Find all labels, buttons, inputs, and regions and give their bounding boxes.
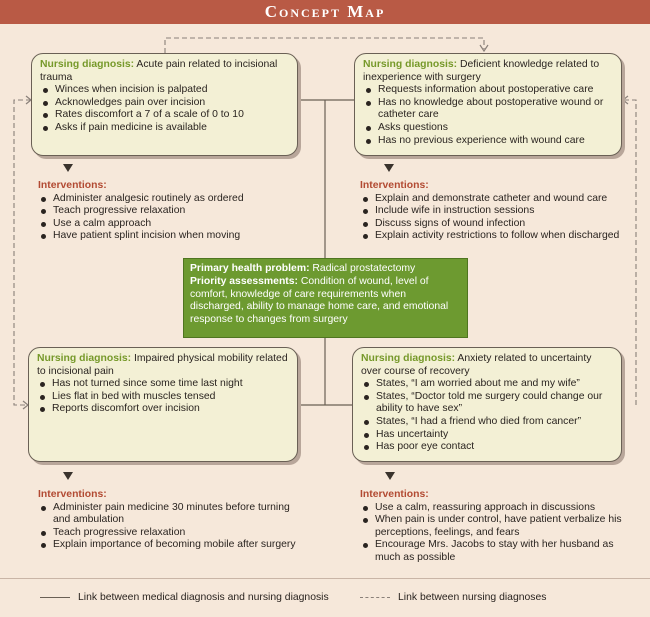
list-item: Has poor eye contact <box>361 441 613 454</box>
list-item: States, “Doctor told me surgery could change our ability to have sex” <box>361 391 613 416</box>
dashed-link-right <box>624 100 636 405</box>
list-item: Rates discomfort a 7 of a scale of 0 to 10 <box>40 109 289 122</box>
page-title: Concept Map <box>0 0 650 24</box>
list-item: Administer pain medicine 30 minutes before turning and ambulation <box>38 502 303 527</box>
interventions-deficient-knowledge: Interventions: Explain and demonstrate catheter and wound care Include wife in instruction sessions Discuss signs of wound infection Explain activity restrictions to follow when discharged <box>360 180 648 243</box>
list-item: States, “I had a friend who died from cancer” <box>361 416 613 429</box>
legend-solid: Link between medical diagnosis and nursing diagnosis <box>40 592 329 603</box>
list-item: Include wife in instruction sessions <box>360 205 648 218</box>
list-item: Has not turned since some time last night <box>37 378 289 391</box>
dashed-link-top <box>165 38 484 53</box>
list-item: Have patient splint incision when moving <box>38 230 303 243</box>
list-item: Has no previous experience with wound care <box>363 135 613 148</box>
list-item: Lies flat in bed with muscles tensed <box>37 391 289 404</box>
solid-line-icon <box>40 597 70 598</box>
down-arrow-icon <box>384 164 394 172</box>
list-item: Administer analgesic routinely as ordered <box>38 193 303 206</box>
list-item: Reports discomfort over incision <box>37 403 289 416</box>
list-item: Acknowledges pain over incision <box>40 97 289 110</box>
list-item: Teach progressive relaxation <box>38 527 303 540</box>
interventions-impaired-mobility: Interventions: Administer pain medicine 30 minutes before turning and ambulation Teach progressive relaxation Explain importance of becoming mobile after surgery <box>38 489 303 552</box>
list-item: Has uncertainty <box>361 429 613 442</box>
legend-dashed: Link between nursing diagnoses <box>360 592 546 603</box>
list-item: Asks questions <box>363 122 613 135</box>
list-item: When pain is under control, have patient verbalize his perceptions, feelings, and fears <box>360 514 640 539</box>
interventions-anxiety: Interventions: Use a calm, reassuring approach in discussions When pain is under control, have patient verbalize his perceptions, feelings, and fears Encourage Mrs. Jacobs to stay with her husband as much as possible <box>360 489 640 565</box>
list-item: Has no knowledge about postoperative wound or catheter care <box>363 97 613 122</box>
list-item: Explain and demonstrate catheter and wound care <box>360 193 648 206</box>
interventions-acute-pain: Interventions: Administer analgesic routinely as ordered Teach progressive relaxation Use a calm approach Have patient splint incision when moving <box>38 180 303 243</box>
nursing-diagnosis-box-impaired-mobility: Nursing diagnosis: Impaired physical mobility related to incisional pain Has not turned since some time last night Lies flat in bed with muscles tensed Reports discomfort over incision <box>28 347 298 462</box>
list-item: Requests information about postoperative care <box>363 84 613 97</box>
dashed-line-icon <box>360 597 390 598</box>
nursing-diagnosis-box-deficient-knowledge: Nursing diagnosis: Deficient knowledge related to inexperience with surgery Requests information about postoperative care Has no knowledge about postoperative wound or catheter care Asks questions Has no previous experience with wound care <box>354 53 622 156</box>
list-item: Encourage Mrs. Jacobs to stay with her husband as much as possible <box>360 539 640 564</box>
list-item: Discuss signs of wound infection <box>360 218 648 231</box>
list-item: Use a calm approach <box>38 218 303 231</box>
legend <box>0 578 650 617</box>
list-item: Winces when incision is palpated <box>40 84 289 97</box>
list-item: Explain activity restrictions to follow when discharged <box>360 230 648 243</box>
list-item: Explain importance of becoming mobile after surgery <box>38 539 303 552</box>
down-arrow-icon <box>63 164 73 172</box>
list-item: Teach progressive relaxation <box>38 205 303 218</box>
list-item: Use a calm, reassuring approach in discussions <box>360 502 640 515</box>
down-arrow-icon <box>63 472 73 480</box>
down-arrow-icon <box>385 472 395 480</box>
primary-health-problem-box: Primary health problem: Radical prostatectomy Priority assessments: Condition of wound, level of comfort, knowledge of care requirements when discharged, ability to manage home care, and emotional response to changes from surgery <box>183 258 468 338</box>
list-item: States, “I am worried about me and my wife” <box>361 378 613 391</box>
nursing-diagnosis-box-acute-pain: Nursing diagnosis: Acute pain related to incisional trauma Winces when incision is palpated Acknowledges pain over incision Rates discomfort a 7 of a scale of 0 to 10 Asks if pain medicine is available <box>31 53 298 156</box>
list-item: Asks if pain medicine is available <box>40 122 289 135</box>
nursing-diagnosis-box-anxiety: Nursing diagnosis: Anxiety related to uncertainty over course of recovery States, “I am worried about me and my wife” States, “Doctor told me surgery could change our ability to have sex” States, “I had a friend who died from cancer” Has uncertainty Has poor eye contact <box>352 347 622 462</box>
